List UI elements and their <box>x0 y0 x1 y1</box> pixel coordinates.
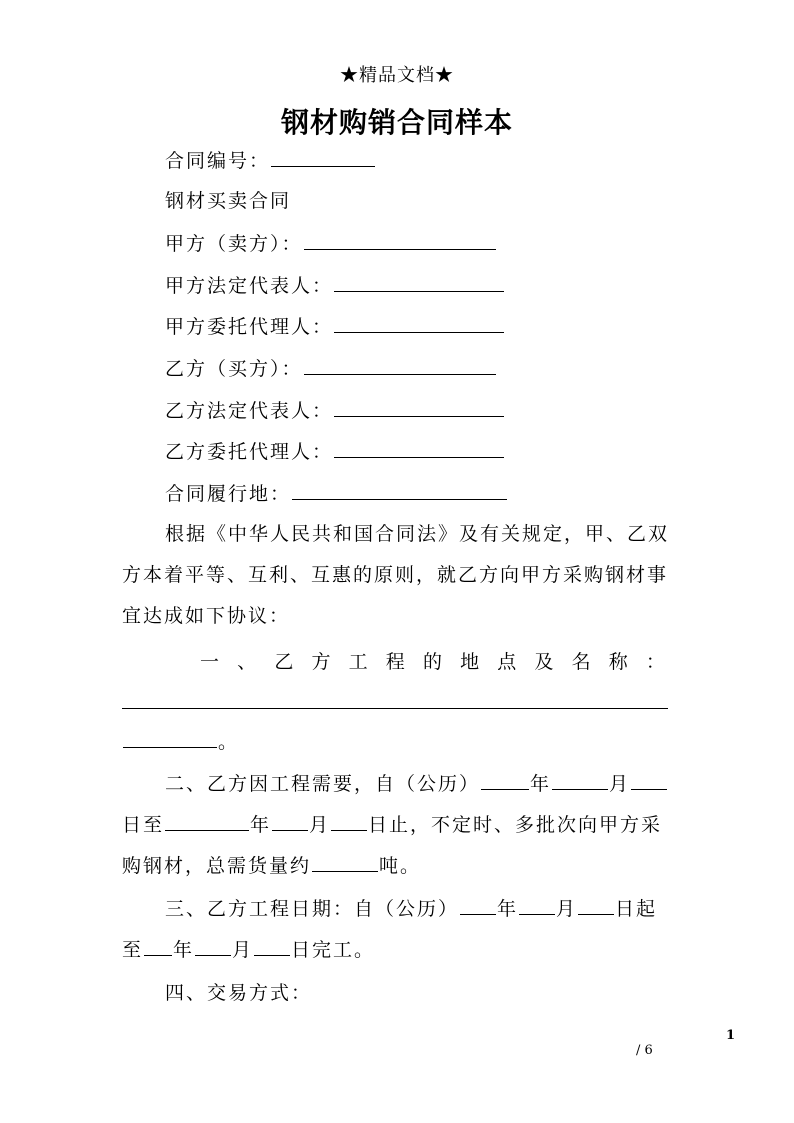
party-a-blank <box>304 231 496 250</box>
party-b-legal-label: 乙方法定代表人： <box>165 400 334 422</box>
party-a-legal-line <box>165 273 505 298</box>
year-label: 年 <box>530 773 552 795</box>
party-a-label: 甲方（卖方）： <box>165 233 303 255</box>
party-b-label: 乙方（买方）： <box>165 358 303 380</box>
ton-label: 吨。 <box>379 855 422 877</box>
intro-line-2: 方本着平等、互利、互惠的原则，就乙方向甲方采购钢材事 <box>122 564 669 586</box>
clause-2-line-3 <box>122 846 685 887</box>
clause-1-end-mark: 。 <box>218 731 240 753</box>
month-label: 月 <box>232 939 254 961</box>
party-a-agent-label: 甲方委托代理人： <box>165 316 334 338</box>
finish-month-blank <box>195 937 231 956</box>
year-label: 年 <box>173 939 195 961</box>
month-label: 月 <box>556 898 578 920</box>
clause-1-char: 的 <box>422 651 442 673</box>
end-day-blank <box>331 812 367 831</box>
day-end-text: 日止，不定时、多批次向甲方采 <box>368 814 663 836</box>
clause-3-text: 三、乙方工程日期：自（公历） <box>165 898 460 920</box>
clause-1-char: 程 <box>385 651 405 673</box>
end-month-blank <box>272 812 308 831</box>
clause-1-heading <box>200 647 665 674</box>
clause-3-paragraph <box>122 889 685 971</box>
intro-paragraph <box>122 514 685 637</box>
contract-number-line <box>165 148 376 173</box>
end-year-blank <box>165 812 249 831</box>
party-b-blank <box>304 356 496 375</box>
day-start-label: 日起 <box>615 898 658 920</box>
subtitle: 钢材买卖合同 <box>165 190 292 212</box>
clause-2-paragraph <box>122 764 685 887</box>
month-label: 月 <box>309 814 331 836</box>
party-a-legal-blank <box>334 273 504 292</box>
document-title: 钢材购销合同样本 <box>280 106 513 139</box>
start-day-blank <box>578 896 614 915</box>
year-label: 年 <box>497 898 519 920</box>
clause-2-line-2 <box>122 805 685 846</box>
clause-3-line-2 <box>122 930 685 971</box>
intro-line-1: 根据《中华人民共和国合同法》及有关规定，甲、乙双 <box>165 523 670 545</box>
clause-1-char: 名 <box>571 651 591 673</box>
clause-4-heading: 四、交易方式： <box>165 982 313 1004</box>
month-label: 月 <box>609 773 631 795</box>
clause-1-char: 及 <box>534 651 554 673</box>
party-a-line <box>165 231 497 256</box>
clause-1-char: 、 <box>237 651 257 673</box>
party-b-line <box>165 356 497 381</box>
page-number: 1 <box>726 1028 736 1043</box>
finish-year-blank <box>144 937 172 956</box>
clause-1-char: 地 <box>460 651 480 673</box>
intro-line-3: 宜达成如下协议： <box>122 605 291 627</box>
year-label: 年 <box>250 814 272 836</box>
place-blank <box>292 481 507 500</box>
place-line <box>165 481 508 506</box>
clause-1-end-blank <box>123 729 217 748</box>
place-label: 合同履行地： <box>165 483 292 505</box>
contract-number-blank <box>271 148 375 167</box>
clause-1-char: 一 <box>200 651 220 673</box>
party-b-agent-line <box>165 439 505 464</box>
party-b-legal-blank <box>334 398 504 417</box>
party-a-legal-label: 甲方法定代表人： <box>165 275 334 297</box>
clause-2-line-1 <box>122 764 685 805</box>
clause-1-char: 点 <box>497 651 517 673</box>
month-blank <box>552 771 608 790</box>
start-year-blank <box>460 896 496 915</box>
to-label: 至 <box>122 939 144 961</box>
start-month-blank <box>519 896 555 915</box>
clause-1-char: 称 <box>608 651 628 673</box>
party-a-agent-blank <box>334 314 504 333</box>
clause-1-char: 方 <box>311 651 331 673</box>
clause-2-text: 二、乙方因工程需要，自（公历） <box>165 773 481 795</box>
quantity-blank <box>312 853 378 872</box>
clause-3-line-1 <box>122 889 685 930</box>
document-banner: ★精品文档★ <box>340 65 454 86</box>
day-blank <box>631 771 667 790</box>
party-b-agent-label: 乙方委托代理人： <box>165 441 334 463</box>
finish-day-blank <box>254 937 290 956</box>
page-total: / 6 <box>636 1043 653 1058</box>
contract-number-label: 合同编号： <box>165 150 271 172</box>
quantity-label: 购钢材，总需货量约 <box>122 855 312 877</box>
day-to-label: 日至 <box>122 814 165 836</box>
clause-1-end-line <box>122 729 685 754</box>
clause-1-char: 工 <box>348 651 368 673</box>
party-b-legal-line <box>165 398 505 423</box>
clause-1-char: 乙 <box>274 651 294 673</box>
year-blank <box>481 771 529 790</box>
party-a-agent-line <box>165 314 505 339</box>
clause-1-char: ： <box>645 651 665 673</box>
finish-text: 日完工。 <box>291 939 376 961</box>
clause-1-fill-line <box>122 708 668 709</box>
party-b-agent-blank <box>334 439 504 458</box>
